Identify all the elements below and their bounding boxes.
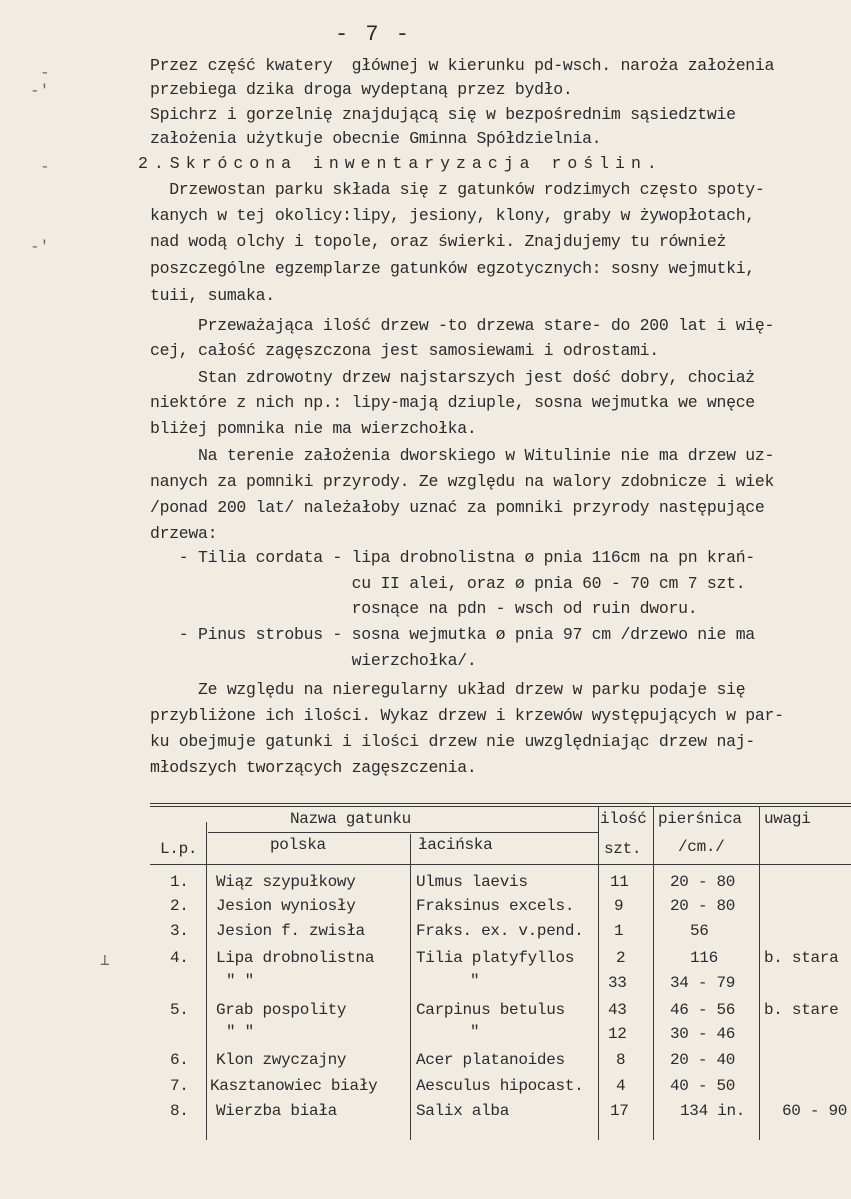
cell-girth: 56	[690, 922, 709, 940]
text-line: Stan zdrowotny drzew najstarszych jest dość dobry, chociaż	[150, 368, 755, 387]
cell-girth: 116	[690, 949, 718, 967]
text-line: bliżej pomnika nie ma wierzchołka.	[150, 419, 477, 438]
cell-lp: 8.	[170, 1102, 189, 1120]
text-line: cej, całość zagęszczona jest samosiewami i odrostami.	[150, 341, 659, 360]
cell-note: b. stara	[764, 949, 839, 967]
cell-polish: " "	[226, 972, 254, 990]
cell-latin: Fraks. ex. v.pend.	[416, 922, 584, 940]
cell-qty: 8	[616, 1051, 626, 1069]
cell-polish: Kasztanowiec biały	[210, 1077, 378, 1095]
cell-latin: Tilia platyfyllos	[416, 949, 575, 967]
text-line: - Tilia cordata - lipa drobnolistna ø pnia 116cm na pn krań-	[150, 548, 755, 567]
cell-qty: 11	[610, 873, 629, 891]
table-rule	[150, 803, 851, 804]
text-line: przybliżone ich ilości. Wykaz drzew i krzewów występujących w par-	[150, 706, 784, 725]
cell-polish: Jesion wyniosły	[216, 897, 356, 915]
table-rule	[208, 832, 598, 833]
header-qty-unit: szt.	[604, 840, 642, 858]
margin-mark: -'	[30, 82, 50, 100]
cell-qty: 4	[616, 1077, 626, 1095]
cell-latin: "	[470, 972, 480, 990]
cell-girth: 20 - 40	[670, 1051, 736, 1069]
header-qty: ilość	[600, 810, 647, 828]
header-girth-unit: /cm./	[678, 838, 725, 856]
text-line: nad wodą olchy i topole, oraz świerki. Znajdujemy tu również	[150, 232, 727, 251]
header-latin: łacińska	[418, 836, 493, 854]
cell-lp: 6.	[170, 1051, 189, 1069]
text-line: nanych za pomniki przyrody. Ze względu na walory zdobnicze i wiek	[150, 472, 775, 491]
table-rule	[759, 806, 760, 1140]
section-heading: 2.Skrócona inwentaryzacja roślin.	[138, 154, 663, 173]
cell-qty: 17	[610, 1102, 629, 1120]
header-polish: polska	[270, 836, 326, 854]
cell-qty: 1	[614, 922, 624, 940]
cell-lp: 1.	[170, 873, 189, 891]
cell-latin: Salix alba	[416, 1102, 510, 1120]
table-rule	[410, 834, 411, 1140]
cell-qty: 9	[614, 897, 624, 915]
text-line: młodszych tworzących zagęszczenia.	[150, 758, 477, 777]
text-line: ku obejmuje gatunki i ilości drzew nie uwzględniając drzew naj-	[150, 732, 755, 751]
cell-lp: 3.	[170, 922, 189, 940]
header-name-group: Nazwa gatunku	[290, 810, 411, 828]
table-rule	[150, 806, 851, 807]
cell-qty: 2	[616, 949, 626, 967]
cell-girth: 46 - 56	[670, 1001, 736, 1019]
text-line: poszczególne egzemplarze gatunków egzotycznych: sosny wejmutki,	[150, 259, 755, 278]
cell-polish: " "	[226, 1023, 254, 1041]
text-line: cu II alei, oraz ø pnia 60 - 70 cm 7 szt.	[150, 574, 746, 593]
margin-mark: -	[40, 158, 50, 176]
text-line: wierzchołka/.	[150, 651, 477, 670]
cell-polish: Grab pospolity	[216, 1001, 347, 1019]
cell-girth: 34 - 79	[670, 974, 736, 992]
text-line: niektóre z nich np.: lipy-mają dziuple, sosna wejmutka we wnęce	[150, 393, 755, 412]
table-rule	[598, 806, 599, 1140]
text-line: /ponad 200 lat/ należałoby uznać za pomniki przyrody następujące	[150, 498, 765, 517]
text-line: Przeważająca ilość drzew -to drzewa stare- do 200 lat i wię-	[150, 316, 775, 335]
header-lp: L.p.	[160, 840, 198, 858]
text-line: drzewa:	[150, 524, 218, 543]
cell-lp: 4.	[170, 949, 189, 967]
cell-latin: Aesculus hipocast.	[416, 1077, 584, 1095]
cell-latin: Acer platanoides	[416, 1051, 565, 1069]
header-notes: uwagi	[764, 810, 811, 828]
cell-latin: Fraksinus excels.	[416, 897, 575, 915]
text-line: przebiega dzika droga wydeptaną przez bydło.	[150, 80, 573, 99]
margin-mark: ⊥	[100, 952, 110, 970]
text-line: tuii, sumaka.	[150, 286, 275, 305]
cell-girth: 20 - 80	[670, 897, 736, 915]
cell-latin: Ulmus laevis	[416, 873, 528, 891]
cell-latin: Carpinus betulus	[416, 1001, 565, 1019]
text-line: Spichrz i gorzelnię znajdującą się w bezpośrednim sąsiedztwie	[150, 105, 736, 124]
table-rule	[150, 864, 851, 865]
cell-polish: Lipa drobnolistna	[216, 949, 375, 967]
cell-latin: "	[470, 1023, 480, 1041]
cell-lp: 2.	[170, 897, 189, 915]
text-line: założenia użytkuje obecnie Gminna Spółdzielnia.	[150, 129, 602, 148]
margin-mark: -	[40, 64, 50, 82]
cell-note: b. stare	[764, 1001, 839, 1019]
text-line: rosnące na pdn - wsch od ruin dworu.	[150, 599, 698, 618]
table-rule	[653, 806, 654, 1140]
table-rule	[206, 822, 207, 1140]
cell-polish: Jesion f. zwisła	[216, 922, 365, 940]
text-line: Ze względu na nieregularny układ drzew w parku podaje się	[150, 680, 746, 699]
text-line: Na terenie założenia dworskiego w Witulinie nie ma drzew uz-	[150, 446, 775, 465]
cell-polish: Wiąz szypułkowy	[216, 873, 356, 891]
cell-qty: 12	[608, 1025, 627, 1043]
cell-girth: 40 - 50	[670, 1077, 736, 1095]
text-line: kanych w tej okolicy:lipy, jesiony, klony, graby w żywopłotach,	[150, 206, 755, 225]
cell-note: 60 - 90	[782, 1102, 848, 1120]
cell-polish: Klon zwyczajny	[216, 1051, 347, 1069]
species-table	[150, 800, 851, 1140]
margin-mark: -'	[30, 238, 50, 256]
text-line: - Pinus strobus - sosna wejmutka ø pnia 97 cm /drzewo nie ma	[150, 625, 755, 644]
text-line: Przez część kwatery głównej w kierunku pd-wsch. naroża założenia	[150, 56, 775, 75]
cell-qty: 43	[608, 1001, 627, 1019]
cell-polish: Wierzba biała	[216, 1102, 337, 1120]
page-number: - 7 -	[335, 22, 412, 47]
cell-girth: 30 - 46	[670, 1025, 736, 1043]
cell-lp: 7.	[170, 1077, 189, 1095]
cell-lp: 5.	[170, 1001, 189, 1019]
text-line: Drzewostan parku składa się z gatunków rodzimych często spoty-	[150, 180, 765, 199]
cell-girth: 20 - 80	[670, 873, 736, 891]
cell-girth: 134 in.	[680, 1102, 746, 1120]
cell-qty: 33	[608, 974, 627, 992]
header-girth: pierśnica	[658, 810, 742, 828]
